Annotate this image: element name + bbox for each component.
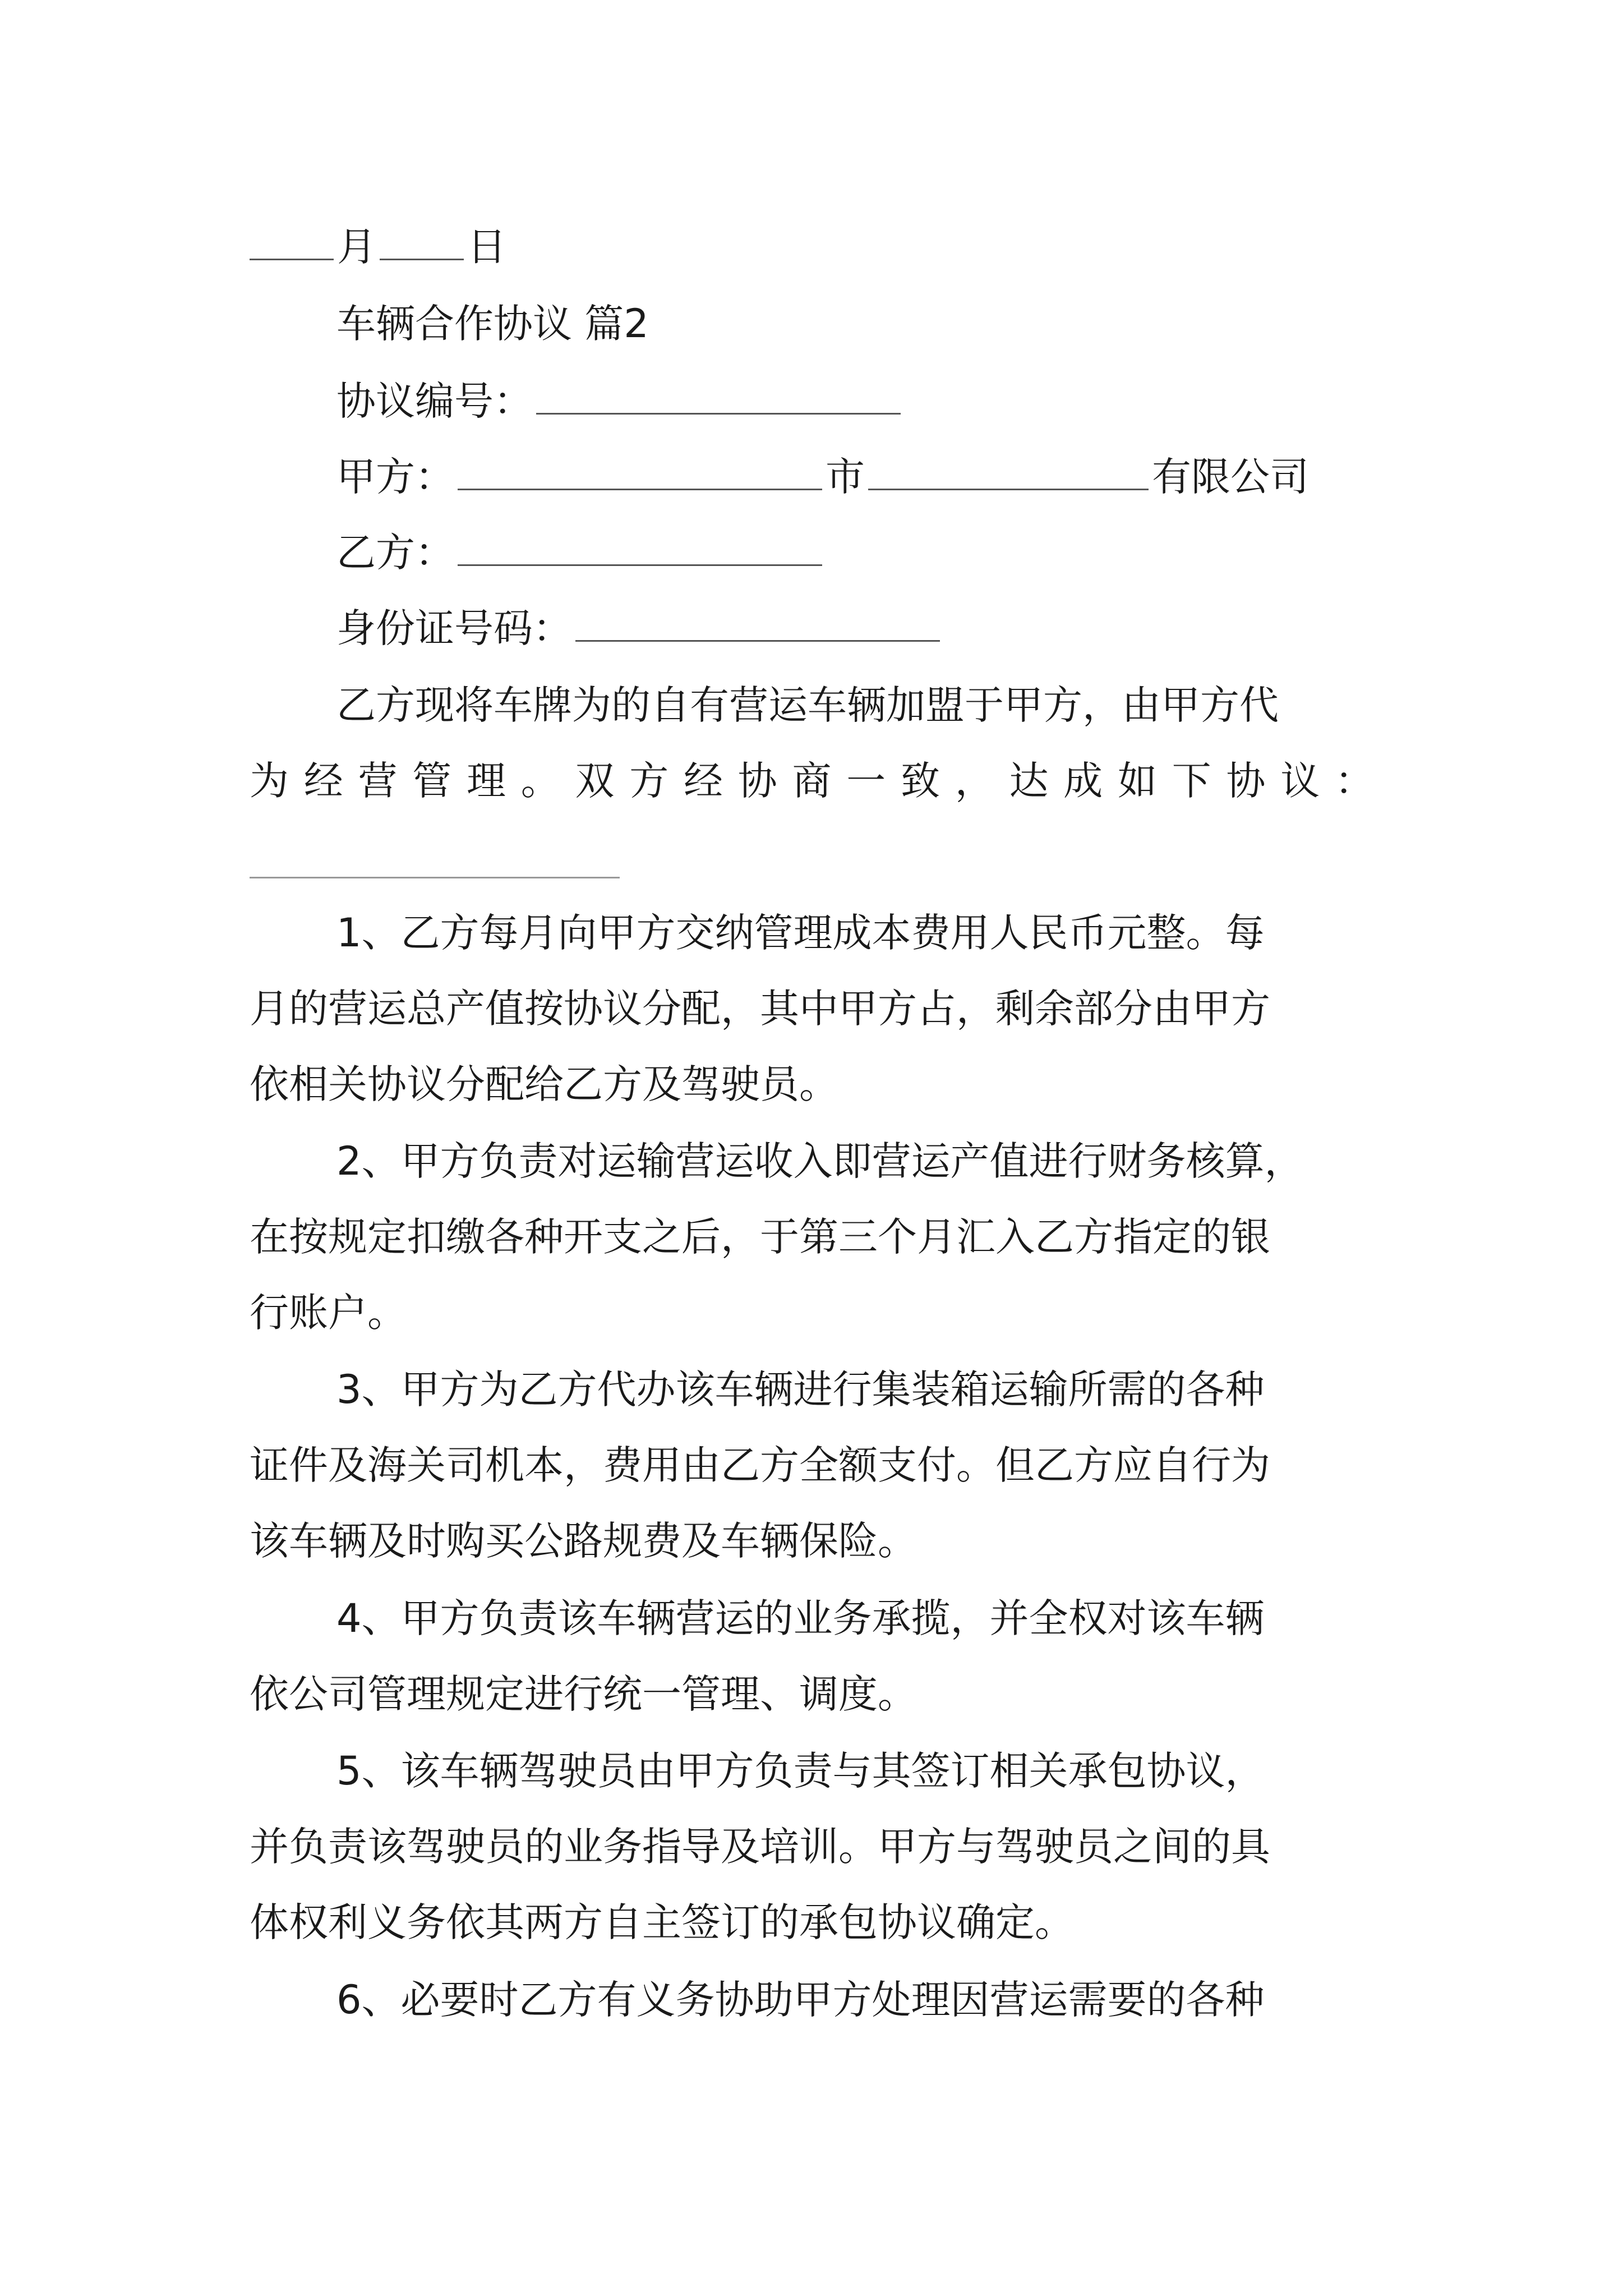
day-blank xyxy=(380,253,464,260)
intro-line-1: 乙方现将车牌为的自有营运车辆加盟于甲方，由甲方代 xyxy=(336,682,1279,728)
agreement-number-line xyxy=(336,376,904,426)
clause-6-line-1: 6、必要时乙方有义务协助甲方处理因营运需要的各种 xyxy=(336,1977,1265,2023)
clause-3-line-3: 该车辆及时购买公路规费及车辆保险。 xyxy=(250,1518,917,1564)
clause-4-line-2: 依公司管理规定进行统一管理、调度。 xyxy=(250,1671,917,1717)
agreement-number-blank xyxy=(536,407,901,415)
clause-3-line-2: 证件及海关司机本，费用由乙方全额支付。但乙方应自行为 xyxy=(250,1442,1270,1488)
clause-1-line-1: 1、乙方每月向甲方交纳管理成本费用人民币元整。每 xyxy=(336,910,1265,956)
clause-5-line-3: 体权利义务依其两方自主签订的承包协议确定。 xyxy=(250,1899,1074,1945)
party-a-city: 市 xyxy=(826,454,865,500)
intro-blank-line xyxy=(250,877,620,878)
month-label: 月 xyxy=(337,224,376,270)
agreement-number-label: 协议编号： xyxy=(336,378,533,424)
month-blank xyxy=(250,253,334,260)
party-b-label: 乙方： xyxy=(336,530,454,576)
id-number-line xyxy=(336,603,943,654)
clause-1-line-2: 月的营运总产值按协议分配，其中甲方占，剩余部分由甲方 xyxy=(250,986,1270,1032)
party-b-blank xyxy=(458,559,822,566)
clause-1-line-3: 依相关协议分配给乙方及驾驶员。 xyxy=(250,1061,838,1107)
clause-2-line-3: 行账户。 xyxy=(250,1290,407,1336)
clause-5-line-1: 5、该车辆驾驶员由甲方负责与其签订相关承包协议， xyxy=(336,1748,1265,1794)
id-number-label: 身份证号码： xyxy=(336,605,572,651)
id-number-blank xyxy=(575,634,940,642)
party-a-blank xyxy=(458,483,822,490)
document-title: 车辆合作协议 篇2 xyxy=(336,301,649,347)
party-a-line xyxy=(336,452,1309,502)
day-label: 日 xyxy=(467,224,506,270)
party-a-label: 甲方： xyxy=(336,454,454,500)
party-a-company-blank xyxy=(868,483,1149,490)
clause-2-line-1: 2、甲方负责对运输营运收入即营运产值进行财务核算， xyxy=(336,1138,1304,1184)
clause-5-line-2: 并负责该驾驶员的业务指导及培训。甲方与驾驶员之间的具 xyxy=(250,1824,1270,1870)
clause-4-line-1: 4、甲方负责该车辆营运的业务承揽，并全权对该车辆 xyxy=(336,1595,1265,1641)
clause-3-line-1: 3、甲方为乙方代办该车辆进行集装箱运输所需的各种 xyxy=(336,1366,1265,1412)
intro-line-2: 为经营管理。双方经协商一致，达成如下协议： xyxy=(250,758,1374,804)
party-a-company: 有限公司 xyxy=(1152,454,1309,500)
clause-2-line-2: 在按规定扣缴各种开支之后，于第三个月汇入乙方指定的银 xyxy=(250,1214,1270,1260)
party-b-line xyxy=(336,527,826,578)
date-line xyxy=(250,222,506,272)
